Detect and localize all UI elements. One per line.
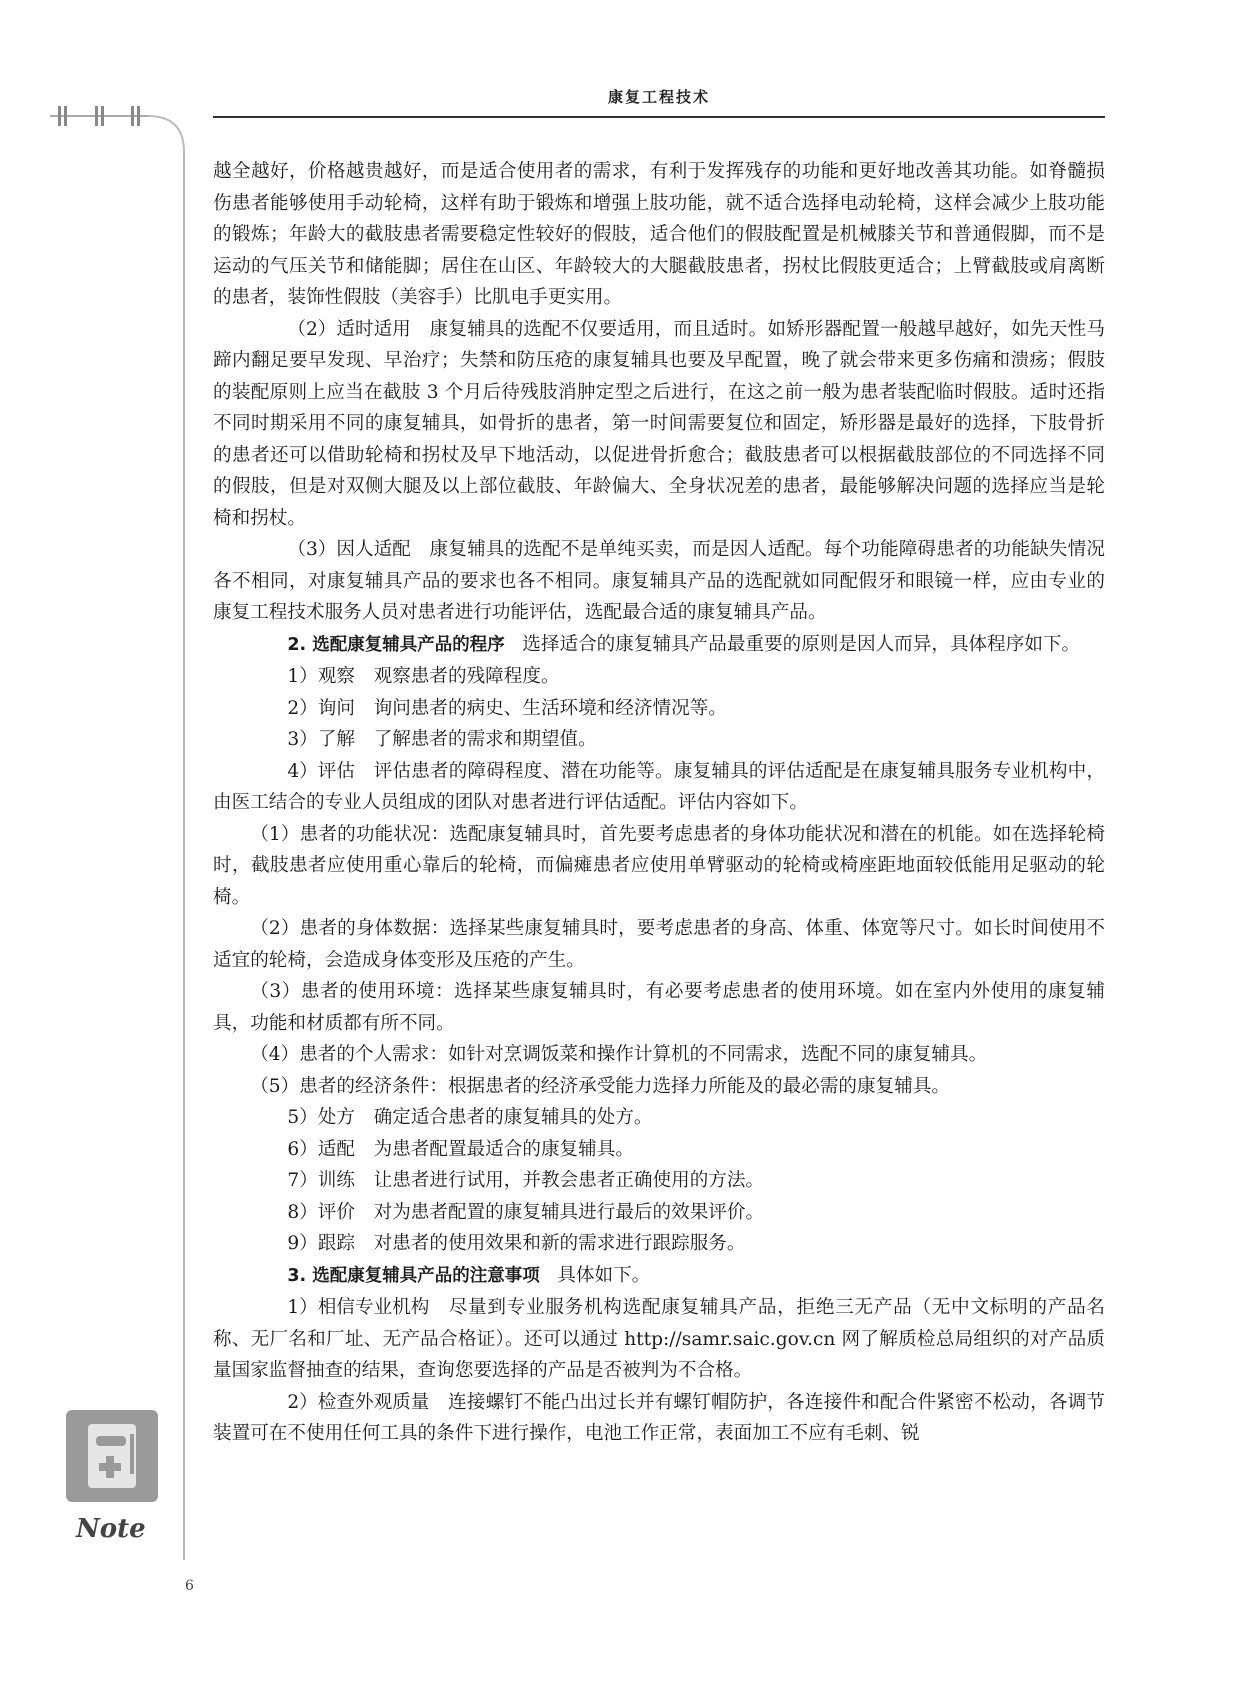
item-label: 4）评估 bbox=[287, 760, 355, 782]
item-label: （2）适时适用 bbox=[287, 318, 411, 340]
paragraph-text: 观察患者的残障程度。 bbox=[373, 666, 560, 687]
item-label: 7）训练 bbox=[287, 1170, 355, 1191]
item-label: 9）跟踪 bbox=[287, 1233, 355, 1254]
paragraph-text: 让患者进行试用，并教会患者正确使用的方法。 bbox=[373, 1170, 765, 1191]
running-title: 康复工程技术 bbox=[607, 88, 710, 106]
paragraph bbox=[213, 629, 1105, 662]
paragraph bbox=[213, 534, 1105, 629]
page-number: 6 bbox=[185, 1578, 194, 1594]
paragraph bbox=[213, 1292, 1105, 1387]
paragraph bbox=[213, 819, 1105, 914]
section-heading: 2. 选配康复辅具产品的程序 bbox=[287, 634, 505, 655]
note-label: Note bbox=[76, 1514, 146, 1544]
margin-decoration bbox=[0, 0, 200, 1580]
paragraph bbox=[213, 724, 1105, 756]
paragraph bbox=[213, 976, 1105, 1039]
section-heading: 3. 选配康复辅具产品的注意事项 bbox=[287, 1265, 540, 1286]
body-text bbox=[213, 156, 1105, 1450]
paragraph-text: （5）患者的经济条件：根据患者的经济承受能力选择力所能及的最必需的康复辅具。 bbox=[250, 1075, 950, 1097]
paragraph-text: （1）患者的功能状况：选配康复辅具时，首先要考虑患者的身体功能状况和潜在的机能。如在选择轮椅时，截肢患者应使用重心靠后的轮椅，而偏瘫患者应使用单臂驱动的轮椅或椅座距地面较低能用足驱动的轮椅。 bbox=[213, 823, 1105, 908]
paragraph-text: 康复辅具的选配不是单纯买卖，而是因人适配。每个功能障碍患者的功能缺失情况各不相同，对康复辅具产品的要求也各不相同。康复辅具产品的选配就如同配假牙和眼镜一样，应由专业的康复工程技术服务人员对患者进行功能评估，选配最合适的康复辅具产品。 bbox=[213, 539, 1105, 623]
paragraph-text: 具体如下。 bbox=[557, 1264, 651, 1286]
item-label: 1）相信专业机构 bbox=[287, 1297, 430, 1318]
paragraph-text: 康复辅具的选配不仅要适用，而且适时。如矫形器配置一般越早越好，如先天性马蹄内翻足要早发现、早治疗；失禁和防压疮的康复辅具也要及早配置，晚了就会带来更多伤痛和溃疡；假肢的装配原则上应当在截肢 3 个月后待残肢消肿定型之后进行，在这之前一般为患者装配临时假肢。适时还指不同时期采用不同的康复辅具，如骨折的患者，第一时间需要复位和固定，矫形器是最好的选择，下肢骨折的患者还可以借助轮椅和拐杖及早下地活动，以促进骨折愈合；截肢患者可以根据截肢部位的不同选择不同的假肢，但是对双侧大腿及以上部位截肢、年龄偏大、全身状况差的患者，最能够解决问题的选择应当是轮椅和拐杖。 bbox=[213, 318, 1105, 529]
paragraph bbox=[213, 693, 1105, 725]
paragraph-text: 尽量到专业服务机构选配康复辅具产品，拒绝三无产品（无中文标明的产品名称、无厂名和厂址、无产品合格证）。还可以通过 http://samr.saic.gov.cn 网了解质检总局组织的对产品质量国家监督抽查的结果，查询您要选择的产品是否被判为不合格。 bbox=[213, 1297, 1105, 1381]
paragraph bbox=[213, 1228, 1105, 1260]
paragraph bbox=[213, 1134, 1105, 1166]
paragraph bbox=[213, 156, 1105, 314]
paragraph-text: 对为患者配置的康复辅具进行最后的效果评价。 bbox=[373, 1201, 765, 1223]
item-label: 8）评价 bbox=[287, 1201, 355, 1223]
item-label: 6）适配 bbox=[287, 1138, 355, 1160]
paragraph-text: （4）患者的个人需求：如针对烹调饭菜和操作计算机的不同需求，选配不同的康复辅具。 bbox=[250, 1044, 988, 1065]
note-badge bbox=[66, 1410, 166, 1560]
paragraph-text: 确定适合患者的康复辅具的处方。 bbox=[373, 1107, 653, 1128]
item-label: 5）处方 bbox=[287, 1107, 355, 1128]
paragraph-text: （3）患者的使用环境：选择某些康复辅具时，有必要考虑患者的使用环境。如在室内外使用的康复辅具，功能和材质都有所不同。 bbox=[213, 981, 1105, 1034]
paragraph bbox=[213, 1039, 1105, 1071]
paragraph bbox=[213, 1165, 1105, 1197]
paragraph bbox=[213, 314, 1105, 535]
paragraph bbox=[213, 1102, 1105, 1134]
item-label: （3）因人适配 bbox=[287, 539, 411, 560]
paragraph bbox=[213, 1260, 1105, 1293]
paragraph bbox=[213, 661, 1105, 693]
paragraph-text: （2）患者的身体数据：选择某些康复辅具时，要考虑患者的身高、体重、体宽等尺寸。如长时间使用不适宜的轮椅，会造成身体变形及压疮的产生。 bbox=[213, 918, 1105, 971]
paragraph-text: 选择适合的康复辅具产品最重要的原则是因人而异，具体程序如下。 bbox=[522, 633, 1081, 655]
paragraph-text: 评估患者的障碍程度、潜在功能等。康复辅具的评估适配是在康复辅具服务专业机构中，由医工结合的专业人员组成的团队对患者进行评估适配。评估内容如下。 bbox=[213, 760, 1105, 813]
paragraph-text: 越全越好，价格越贵越好，而是适合使用者的需求，有利于发挥残存的功能和更好地改善其功能。如脊髓损伤患者能够使用手动轮椅，这样有助于锻炼和增强上肢功能，就不适合选择电动轮椅，这样会减少上肢功能的锻炼；年龄大的截肢患者需要稳定性较好的假肢，适合他们的假肢配置是机械膝关节和普通假脚，而不是运动的气压关节和储能脚；居住在山区、年龄较大的大腿截肢患者，拐杖比假肢更适合；上臂截肢或肩离断的患者，装饰性假肢（美容手）比肌电手更实用。 bbox=[213, 161, 1105, 308]
paragraph-text: 询问患者的病史、生活环境和经济情况等。 bbox=[373, 697, 727, 719]
paragraph bbox=[213, 913, 1105, 976]
item-label: 2）检查外观质量 bbox=[287, 1391, 430, 1413]
paragraph bbox=[213, 1071, 1105, 1103]
item-label: 3）了解 bbox=[287, 729, 355, 750]
paragraph-text: 对患者的使用效果和新的需求进行跟踪服务。 bbox=[373, 1233, 746, 1254]
paragraph bbox=[213, 756, 1105, 819]
paragraph bbox=[213, 1197, 1105, 1229]
paragraph-text: 为患者配置最适合的康复辅具。 bbox=[373, 1138, 634, 1160]
item-label: 1）观察 bbox=[287, 666, 355, 687]
paragraph-text: 了解患者的需求和期望值。 bbox=[373, 729, 597, 750]
paragraph bbox=[213, 1387, 1105, 1450]
paragraph-text: 连接螺钉不能凸出过长并有螺钉帽防护，各连接件和配合件紧密不松动，各调节装置可在不使用任何工具的条件下进行操作，电池工作正常，表面加工不应有毛刺、锐 bbox=[213, 1391, 1105, 1444]
page-header bbox=[213, 80, 1105, 118]
item-label: 2）询问 bbox=[287, 697, 355, 719]
